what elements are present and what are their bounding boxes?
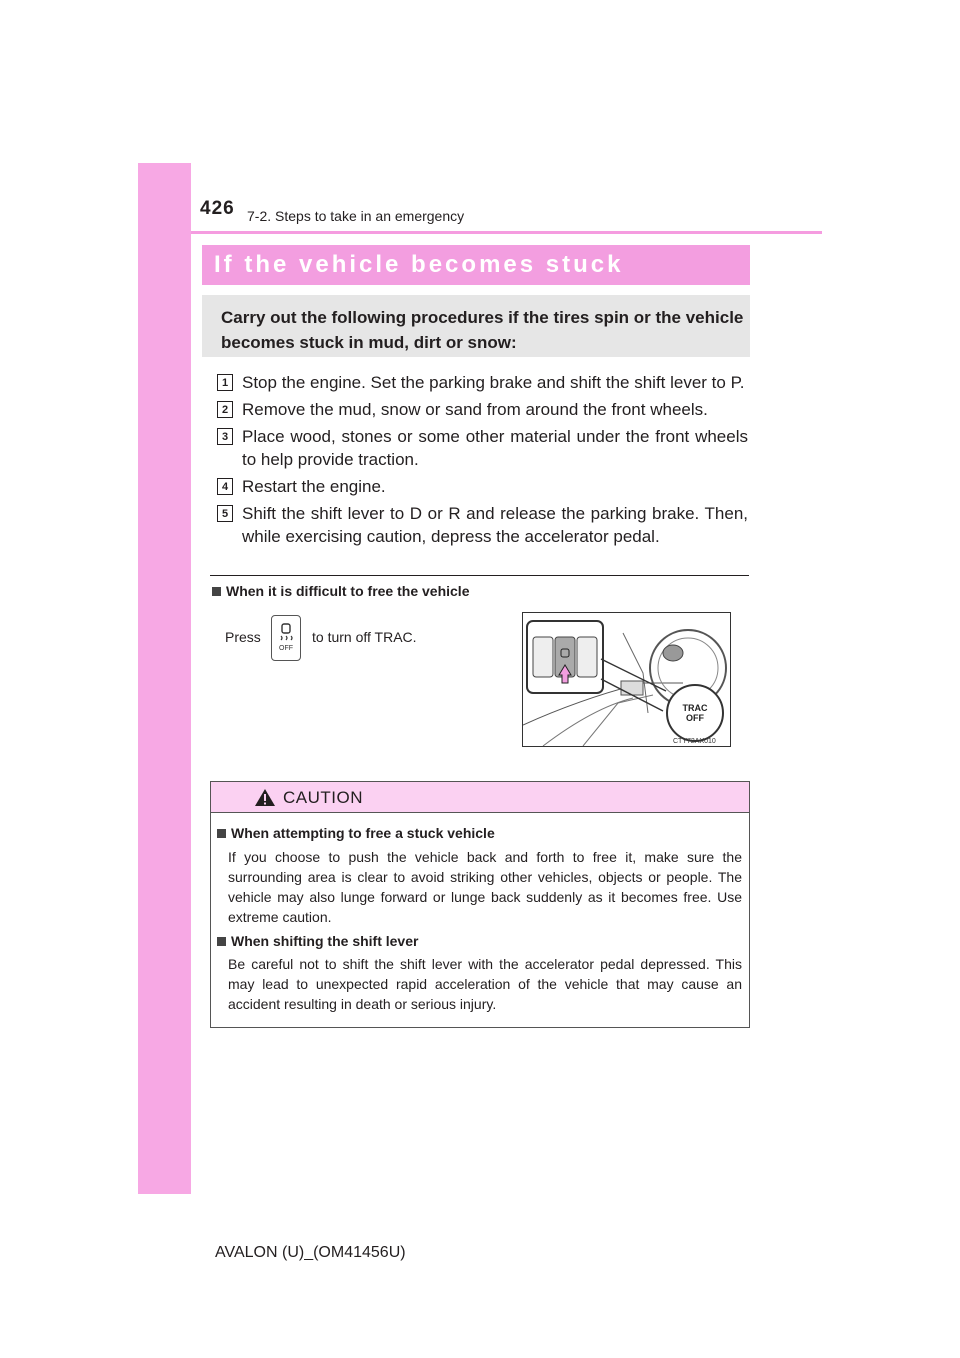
svg-text:TRAC: TRAC: [682, 703, 708, 713]
subsection-rule: [210, 575, 749, 576]
step-text: Remove the mud, snow or sand from around the front wheels.: [242, 400, 708, 419]
trac-off-switch-illustration: [522, 612, 731, 747]
caution-header: [211, 782, 749, 813]
subsection-heading: When it is difficult to free the vehicle: [212, 583, 469, 599]
trac-off-button-icon: [271, 615, 301, 661]
intro-box: [202, 295, 750, 357]
svg-text:OFF: OFF: [686, 713, 704, 723]
warning-triangle-icon: [254, 788, 276, 807]
step-text: Stop the engine. Set the parking brake and shift the shift lever to P.: [242, 373, 745, 392]
step-number-badge: 1: [217, 374, 233, 391]
press-text-before: Press: [225, 629, 261, 645]
step-number-badge: 2: [217, 401, 233, 418]
caution-item-body: Be careful not to shift the shift lever with the accelerator pedal depressed. This may lead to unexpected rapid acceleration of the vehicle that may cause an accident resulting in death or serious injury.: [228, 956, 742, 1012]
footer-model-code: AVALON (U)_(OM41456U): [215, 1244, 406, 1261]
page-number: 426: [200, 198, 235, 219]
page-title: If the vehicle becomes stuck: [214, 251, 624, 278]
step-text: Restart the engine.: [242, 477, 386, 496]
caution-item-heading: When attempting to free a stuck vehicle: [217, 825, 495, 841]
title-bar: [202, 245, 750, 285]
square-bullet-icon: [217, 937, 226, 946]
step-text: Shift the shift lever to D or R and release the parking brake. Then, while exercising caution, depress the accelerator pedal.: [242, 504, 748, 546]
step-number-badge: 3: [217, 428, 233, 445]
step-number-badge: 5: [217, 505, 233, 522]
caution-item-body: If you choose to push the vehicle back and forth to free it, make sure the surrounding area is clear to avoid striking other vehicles, objects or people. The vehicle may also lunge forward or lunge back suddenly as it becomes free. Use extreme caution.: [228, 849, 742, 925]
section-title: 7-2. Steps to take in an emergency: [247, 208, 465, 224]
caution-item-heading: When shifting the shift lever: [217, 933, 418, 949]
step-number-badge: 4: [217, 478, 233, 495]
step-text: Place wood, stones or some other material under the front wheels to help provide traction.: [242, 427, 748, 469]
square-bullet-icon: [217, 829, 226, 838]
square-bullet-icon: [212, 587, 221, 596]
svg-text:OFF: OFF: [279, 645, 293, 652]
side-tab: [138, 163, 191, 1194]
press-text-after: to turn off TRAC.: [312, 629, 417, 645]
header-rule: [191, 231, 822, 234]
svg-text:CTY72AX010: CTY72AX010: [673, 738, 716, 745]
caution-box: [210, 781, 750, 1028]
caution-label: CAUTION: [283, 788, 363, 807]
intro-text: Carry out the following procedures if the tires spin or the vehicle becomes stuck in mud, dirt or snow:: [221, 308, 744, 352]
